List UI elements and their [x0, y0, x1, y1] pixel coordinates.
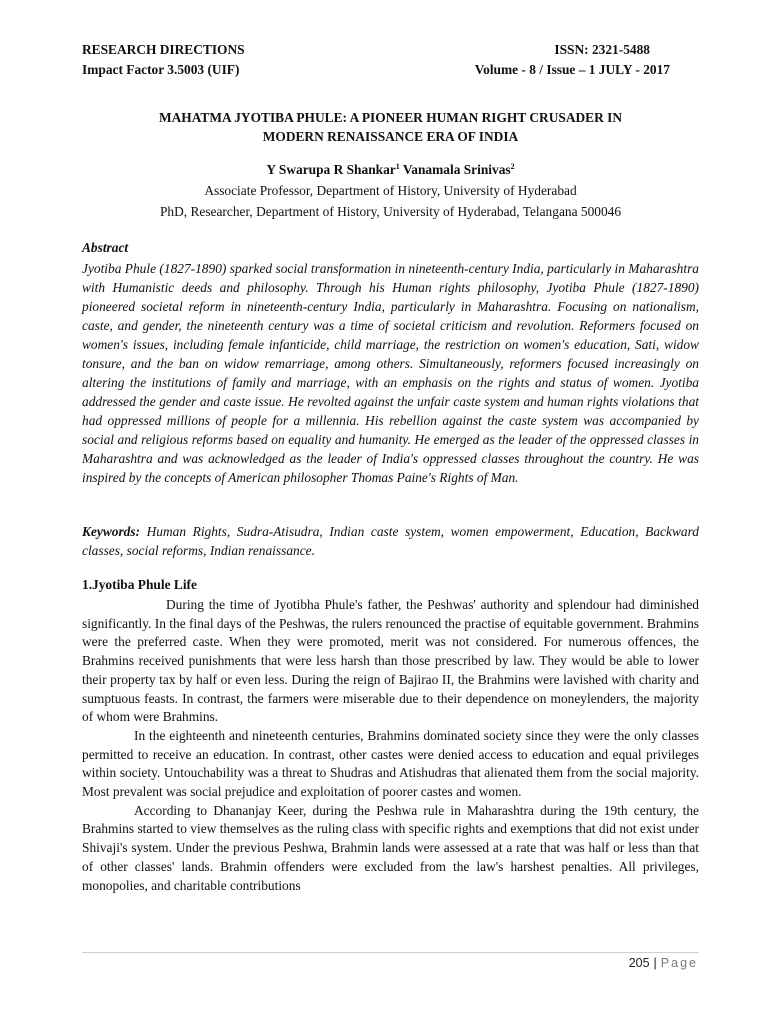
journal-name: RESEARCH DIRECTIONS: [82, 42, 245, 57]
author-1-superscript: 1: [395, 162, 400, 171]
keywords-label: Keywords:: [82, 524, 141, 539]
footer-separator: |: [653, 956, 657, 970]
abstract-heading: Abstract: [82, 240, 129, 255]
affiliation-1: Associate Professor, Department of History, University of Hyderabad: [204, 183, 577, 198]
page-number: 205: [628, 956, 650, 970]
volume-issue: Volume - 8 / Issue – 1 JULY - 2017: [474, 62, 670, 77]
keywords: [82, 522, 699, 560]
body-paragraph-2: In the eighteenth and nineteenth centuries, Brahmins dominated society since they were the only classes permitted to receive an education. In contrast, other castes were denied access to education and equal privileges within society. Untouchability was a threat to Shudras and Atishudras that alienated them from the social majority. Most prevalent was social prejudice and exploitation of poorer castes and women.: [82, 727, 699, 800]
author-1: Y Swarupa R Shankar: [266, 162, 396, 177]
section-heading: 1.Jyotiba Phule Life: [82, 577, 197, 592]
footer-divider: [82, 952, 699, 953]
author-2: Vanamala Srinivas: [402, 162, 511, 177]
page-label: Page: [660, 956, 698, 970]
paper-title-line-1: MAHATMA JYOTIBA PHULE: A PIONEER HUMAN RIGHT CRUSADER IN: [158, 110, 622, 125]
page-footer: [629, 955, 698, 971]
section-body: [82, 596, 699, 895]
affiliation-2: PhD, Researcher, Department of History, University of Hyderabad, Telangana 500046: [159, 204, 622, 219]
keywords-text: Human Rights, Sudra-Atisudra, Indian caste system, women empowerment, Education, Backward classes, social reforms, Indian renaissance.: [82, 524, 699, 558]
author-2-superscript: 2: [510, 162, 515, 171]
paper-title: [82, 108, 699, 146]
body-paragraph-1: During the time of Jyotibha Phule's father, the Peshwas' authority and splendour had diminished significantly. In the final days of the Peshwas, the rulers renounced the practise of equitable government. Brahmins were the preferred caste. When they were promoted, merit was not considered. For numerous offences, the Brahmins received punishments that were less harsh than those prescribed by law. They would be able to lower their property tax by half or even less. During the reign of Bajirao II, the Brahmins were lavished with charity and sumptuous feasts. In contrast, the farmers were miserable due to their dependence on moneylenders, the majority of whom were Brahmins.: [82, 597, 699, 725]
impact-factor: Impact Factor 3.5003 (UIF): [82, 62, 240, 77]
paper-title-line-2: MODERN RENAISSANCE ERA OF INDIA: [262, 129, 519, 144]
issn: ISSN: 2321-5488: [554, 42, 650, 57]
author-list: [82, 160, 699, 180]
body-paragraph-3: According to Dhananjay Keer, during the Peshwa rule in Maharashtra during the 19th century, the Brahmins started to view themselves as the ruling class with specific rights and exemptions that did not exist under Shivaji's system. Under the previous Peshwa, Brahmin lands were assessed at a rate that was half or less than that of other classes' lands. Brahmin offenders were excluded from the law's harshest penalties. All privileges, monopolies, and charitable contributions: [82, 802, 699, 893]
abstract-text: Jyotiba Phule (1827-1890) sparked social transformation in nineteenth-century India, particularly in Maharashtra with Humanistic deeds and philosophy. Through his Human rights philosophy, Jyotiba Phule (1827-1890) pioneered societal reform in nineteenth-century India, particularly in Maharashtra. Focusing on nationalism, caste, and gender, the nineteenth century was a time of societal criticism and revolution. Reformers focused on women's issues, including female infanticide, child marriage, the restriction on women's education, Sati, widow tonsure, and the ban on widow remarriage, among others. Simultaneously, reformers focused increasingly on altering the institutions of family and marriage, with an emphasis on the rights and status of women. Jyotiba addressed the gender and caste issue. He revolted against the unfair caste system and human rights violations that had oppressed millions of people for a millennia. His rebellion against the caste system was accompanied by social and religious reforms based on equality and humanity. He emerged as the leader of the oppressed classes in Maharashtra and was acknowledged as the leader of India's oppressed classes throughout the country. He was inspired by the concepts of American philosopher Thomas Paine's Rights of Man.: [82, 261, 699, 485]
